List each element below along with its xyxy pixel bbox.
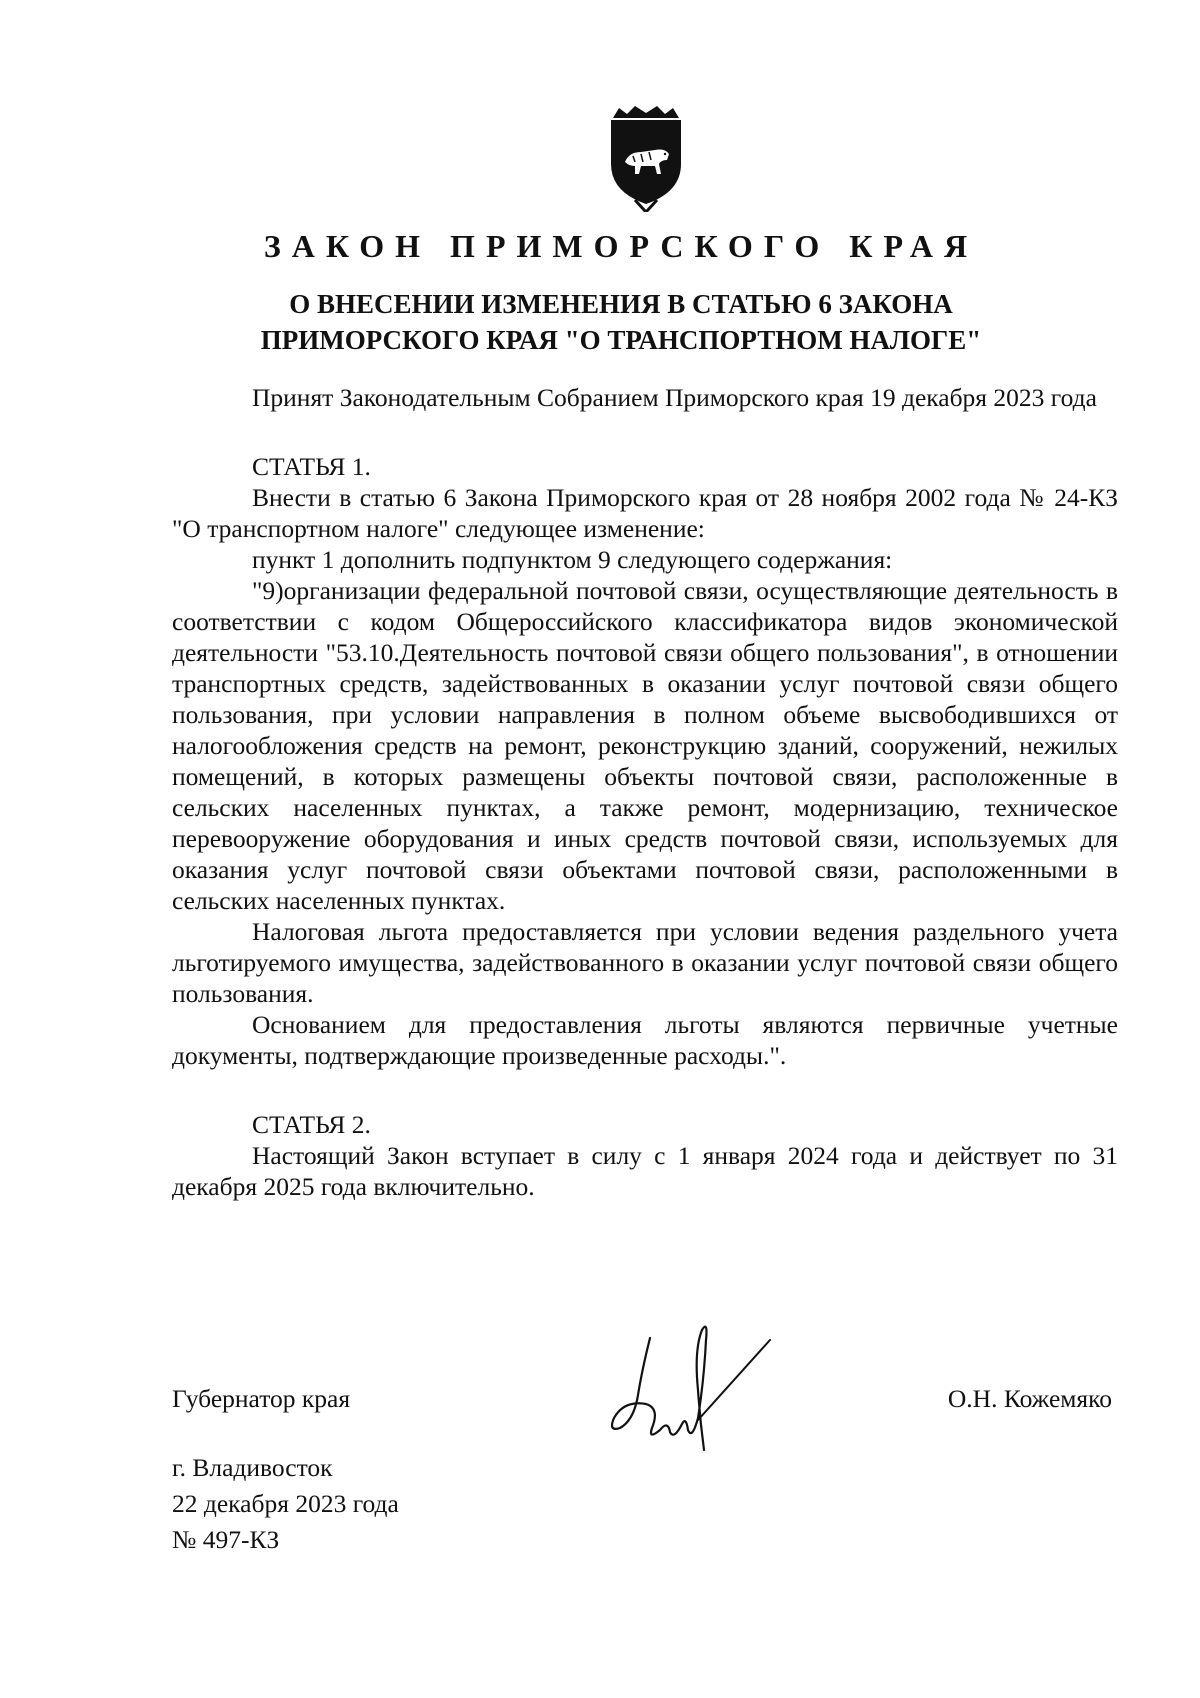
handwritten-signature: [590, 1300, 790, 1460]
footer-date: 22 декабря 2023 года: [172, 1489, 399, 1518]
article-2-heading: СТАТЬЯ 2.: [252, 1110, 371, 1139]
article-1-heading: СТАТЬЯ 1.: [252, 452, 371, 481]
signatory-name: О.Н. Кожемяко: [947, 1384, 1112, 1413]
law-body: [172, 382, 1118, 1202]
subtitle-line-1: О ВНЕСЕНИИ ИЗМЕНЕНИЯ В СТАТЬЮ 6 ЗАКОНА: [289, 289, 953, 319]
footer-number: № 497-КЗ: [172, 1525, 280, 1554]
footer-city: г. Владивосток: [172, 1453, 333, 1482]
article-1-paragraph-2: пункт 1 дополнить подпунктом 9 следующего содержания:: [252, 545, 893, 574]
signatory-position: Губернатор края: [172, 1384, 351, 1413]
article-2-paragraph-1: Настоящий Закон вступает в силу с 1 января 2024 года и действует по 31 декабря 2025 года включительно.: [172, 1141, 1118, 1201]
law-title: ЗАКОН ПРИМОРСКОГО КРАЯ: [263, 228, 979, 264]
coat-of-arms-icon: [605, 104, 687, 212]
article-1-paragraph-1: Внести в статью 6 Закона Приморского края от 28 ноября 2002 года № 24-КЗ "О транспортном налоге" следующее изменение:: [172, 483, 1118, 543]
signature-row: [172, 1384, 1118, 1424]
article-1-paragraph-3: "9)организации федеральной почтовой связи, осуществляющие деятельность в соответствии с кодом Общероссийского классификатора видов экономической деятельности "53.10.Деятельность почтовой связи общего пользования", в отношении транспортных средств, задействованных в оказании услуг почтовой связи общего пользования, при условии направления в полном объеме высвободившихся от налогообложения средств на ремонт, реконструкцию зданий, сооружений, нежилых помещений, в которых размещены объекты почтовой связи, расположенные в сельских населенных пунктах, а также ремонт, модернизацию, техническое перевооружение оборудования и иных средств почтовой связи, используемых для оказания услуг почтовой связи объектами почтовой связи, расположенными в сельских населенных пунктах.: [172, 576, 1118, 915]
adoption-statement: Принят Законодательным Собранием Приморского края 19 декабря 2023 года: [252, 383, 1097, 412]
subtitle-line-2: ПРИМОРСКОГО КРАЯ "О ТРАНСПОРТНОМ НАЛОГЕ": [260, 325, 982, 355]
article-1-paragraph-5: Основанием для предоставления льготы являются первичные учетные документы, подтверждающие произведенные расходы.".: [172, 1010, 1118, 1070]
document-footer: [172, 1450, 399, 1558]
article-1-paragraph-4: Налоговая льгота предоставляется при условии ведения раздельного учета льготируемого имущества, задействованного в оказании услуг почтовой связи общего пользования.: [172, 917, 1118, 1008]
law-subtitle: [0, 286, 1200, 358]
